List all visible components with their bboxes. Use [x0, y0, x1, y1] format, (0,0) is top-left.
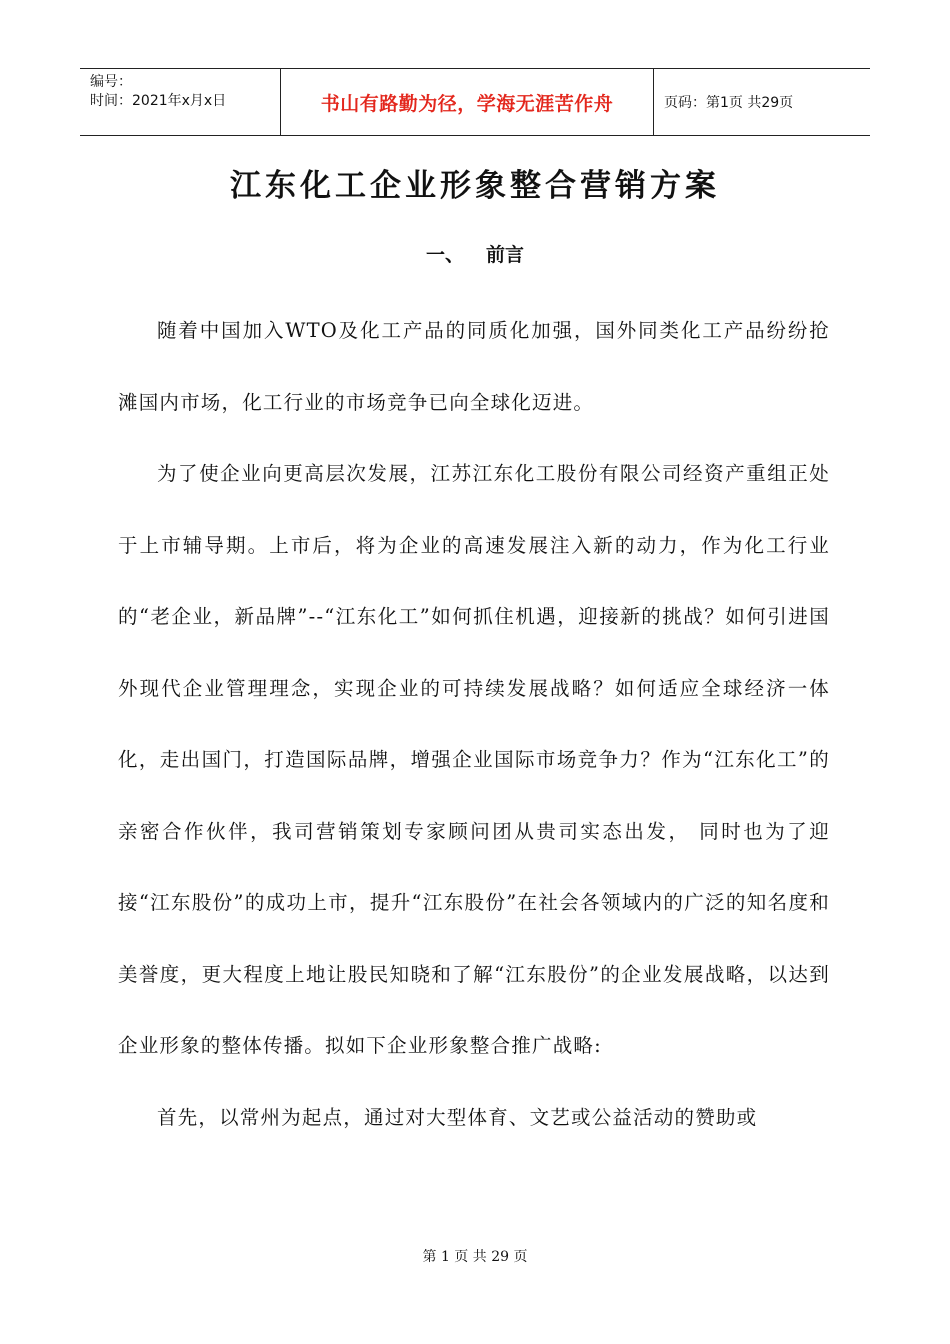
document-title: 江东化工企业形象整合营销方案: [230, 168, 720, 204]
section-heading: [0, 240, 950, 267]
document-number-label: 编号：: [90, 74, 132, 90]
document-date-label: 时间：2021年x月x日: [90, 93, 227, 109]
paragraph-3: 首先，以常州为起点，通过对大型体育、文艺或公益活动的赞助或: [157, 1105, 758, 1129]
header-page-info: 页码：第1页 共29页: [664, 95, 794, 111]
section-number: 一、: [425, 244, 464, 266]
paragraph-1: 随着中国加入WTO及化工产品的同质化加强，国外同类化工产品纷纷抢滩国内市场，化工行业的市场竞争已向全球化迈进。: [118, 319, 830, 414]
paragraph-2: 为了使企业向更高层次发展，江苏江东化工股份有限公司经资产重组正处于上市辅导期。上市后，将为企业的高速发展注入新的动力，作为化工行业的“老企业，新品牌”--“江东化工”如何抓住机遇，迎接新的挑战？如何引进国外现代企业管理理念，实现企业的可持续发展战略？如何适应全球经济一体化，走出国门，打造国际品牌，增强企业国际市场竞争力？作为“江东化工”的亲密合作伙伴，我司营销策划专家顾问团从贵司实态出发， 同时也为了迎接“江东股份”的成功上市，提升“江东股份”在社会各领域内的广泛的知名度和美誉度，更大程度上地让股民知晓和了解“江东股份”的企业发展战略，以达到企业形象的整体传播。拟如下企业形象整合推广战略:: [118, 462, 830, 1057]
header-meta-cell: [80, 69, 281, 135]
document-body: [118, 295, 830, 1153]
page-footer: 第 1 页 共 29 页: [422, 1249, 528, 1265]
header-motto: 书山有路勤为径，学海无涯苦作舟: [281, 69, 654, 135]
header-table: [80, 68, 870, 136]
section-title: 前言: [486, 244, 525, 266]
